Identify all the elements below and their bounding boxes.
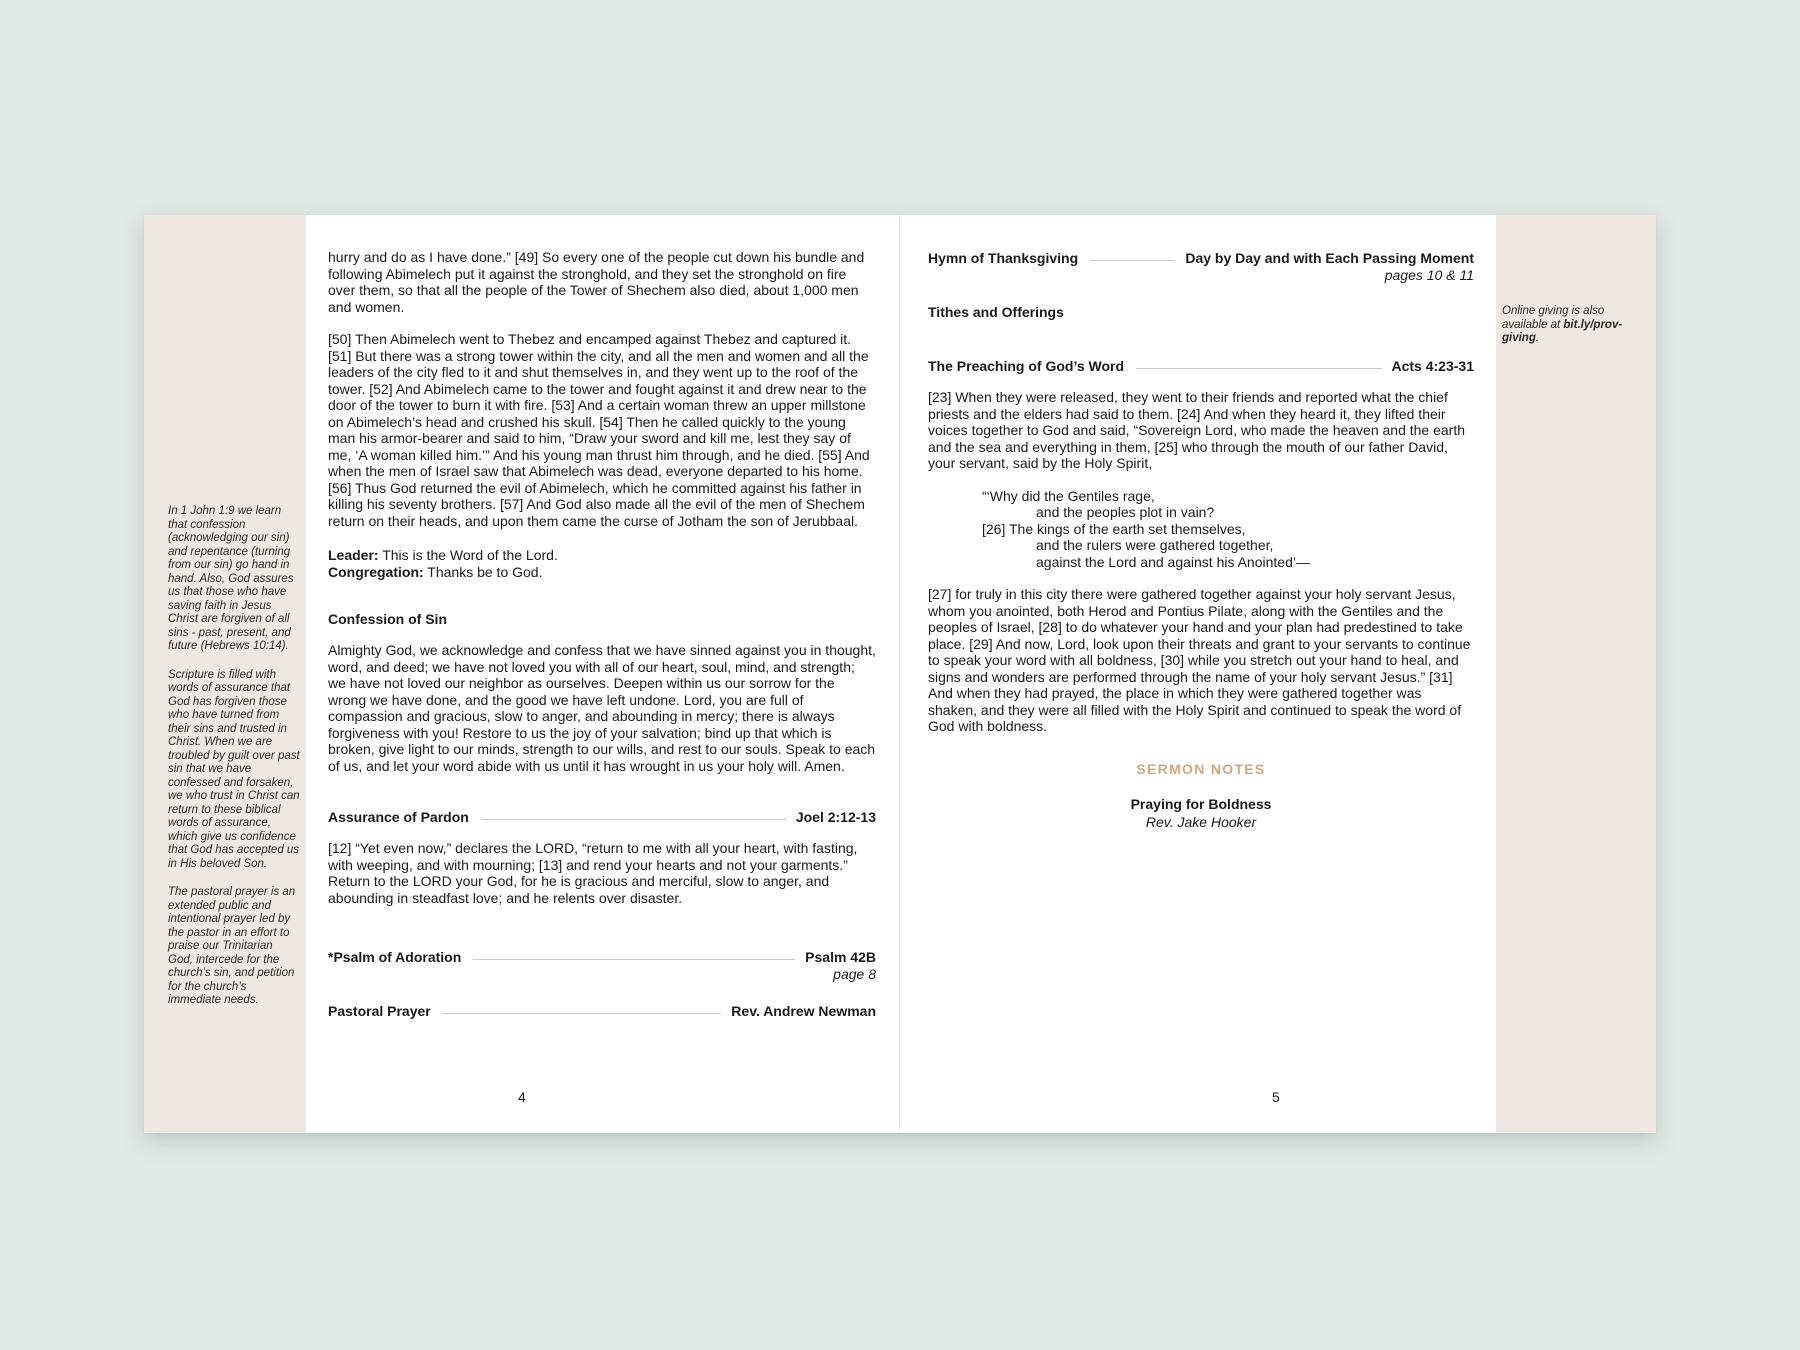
psalm-heading: *Psalm of Adoration xyxy=(328,949,462,965)
psalm-page: page 8 xyxy=(833,966,876,982)
sermon-notes-label: SERMON NOTES xyxy=(1136,760,1266,777)
psalm-heading-row xyxy=(328,948,876,966)
congregation-line: Congregation: Thanks be to God. xyxy=(328,563,543,580)
acts-paragraph-1: [23] When they were released, they went to their friends and reported what the chief priests and the elders had said to them. [24] And when they heard it, they lifted their voices together to God and said, “Sovereign Lord, who made the heaven and the earth and the sea and everything in them, [25] who through the mouth of our father David, your servant, said by the Holy Spirit, xyxy=(928,389,1466,471)
poem-line: [26] The kings of the earth set themselves, xyxy=(982,520,1246,537)
prayer-heading-row xyxy=(328,1002,876,1020)
poem-line: “‘Why did the Gentiles rage, xyxy=(982,487,1155,504)
right-margin-panel xyxy=(1496,215,1656,1133)
heading-rule xyxy=(473,959,795,960)
poem-line: and the peoples plot in vain? xyxy=(1036,504,1215,520)
center-gutter xyxy=(899,215,900,1133)
hymn-pages: pages 10 & 11 xyxy=(1384,267,1474,283)
preaching-heading: The Preaching of God’s Word xyxy=(928,358,1125,374)
sidenote-confession: In 1 John 1:9 we learn that confession (acknowledging our sin) and repentance (turning from our sin) go hand in hand. Also, God assures us that those who have saving faith in Jesus Christ are forgiven of all sins - past, present, and future (Hebrews 10:14). xyxy=(168,505,294,652)
heading-rule xyxy=(443,1013,722,1014)
pardon-heading: Assurance of Pardon xyxy=(328,809,469,825)
hymn-heading-row xyxy=(928,249,1474,267)
sermon-title: Praying for Boldness xyxy=(1130,795,1272,812)
quoted-psalm xyxy=(928,488,1474,571)
heading-rule xyxy=(1090,260,1175,261)
confession-text: Almighty God, we acknowledge and confess that we have sinned against you in thought, word, and deed; we have not loved you with all of our heart, soul, mind, and strength; we have not loved our neighbor as ourselves. Deepen within us our sorrow for the wrong we have done, and the good we have left undone. Lord, you are full of compassion and gracious, slow to anger, and abounding in mercy; there is always forgiveness with you! Restore to us the joy of your salvation; bind up that which is broken, give light to our minds, strength to our wills, and rest to our souls. Speak to each of us, and let your word abide with us until it has wrought in us your holy will. Amen. xyxy=(328,642,876,774)
poem-line: against the Lord and against his Anointed’— xyxy=(1036,553,1310,570)
pardon-text: [12] “Yet even now,” declares the LORD, “return to me with all your heart, with fasting, with weeping, and with mourning; [13] and rend your hearts and not your garments.” Return to the LORD your God, for he is gracious and merciful, slow to anger, and abounding in steadfast love; and he relents over disaster. xyxy=(328,840,858,906)
hymn-title: Day by Day and with Each Passing Moment xyxy=(1185,250,1474,266)
poem-line: and the rulers were gathered together, xyxy=(1036,537,1274,553)
scripture-paragraph-1: hurry and do as I have done.” [49] So every one of the people cut down his bundle and following Abimelech put it against the stronghold, and they set the stronghold on fire over them, so that all the people of the Tower of Shechem also died, about 1,000 men and women. xyxy=(328,249,865,315)
sidenote-pastoral-prayer: The pastoral prayer is an extended public and intentional prayer led by the pastor in an effort to praise our Trinitarian God, intercede for the church’s sin, and petition for the church’s immediate needs. xyxy=(168,886,296,1006)
pardon-reference: Joel 2:12-13 xyxy=(795,809,876,825)
giving-link[interactable]: bit.ly/prov-giving xyxy=(1502,318,1623,344)
hymn-heading: Hymn of Thanksgiving xyxy=(928,250,1079,266)
pardon-heading-row xyxy=(328,808,876,826)
sidenote-assurance: Scripture is filled with words of assurance that God has forgiven those who have turned from their sins and trusted in Christ. When we are troubled by guilt over past sin that we have confessed and forsaken, we who trust in Christ can return to these biblical words of assurance, which give us confidence that God has accepted us in His beloved Son. xyxy=(168,668,300,870)
page-number-5: 5 xyxy=(1272,1089,1280,1105)
page-5 xyxy=(928,249,1474,831)
sidenote-online-giving: Online giving is also available at bit.ly/prov-giving. xyxy=(1502,305,1623,344)
tithes-heading: Tithes and Offerings xyxy=(928,304,1064,320)
giving-text: Online giving is also available at xyxy=(1502,305,1605,331)
page-4 xyxy=(328,249,876,1020)
page-number-4: 4 xyxy=(518,1089,526,1105)
psalm-reference: Psalm 42B xyxy=(805,949,876,965)
prayer-leader: Rev. Andrew Newman xyxy=(731,1003,876,1019)
scripture-paragraph-2: [50] Then Abimelech went to Thebez and encamped against Thebez and captured it. [51] But there was a strong tower within the city, and all the men and women and all the leaders of the city fled to it and shut themselves in, and they went up to the roof of the tower. [52] And Abimelech came to the tower and fought against it and drew near to the door of the tower to burn it with fire. [53] And a certain woman threw an upper millstone on Abimelech’s head and crushed his skull. [54] Then he called quickly to the young man his armor-bearer and said to him, “Draw your sword and kill me, lest they say of me, ‘A woman killed him.’” And his young man thrust him through, and he died. [55] And when the men of Israel saw that Abimelech was dead, everyone departed to his home. [56] Thus God returned the evil of Abimelech, which he committed against his father in killing his seventy brothers. [57] And God also made all the evil of the men of Shechem return on their heads, and upon them came the curse of Jotham the son of Jerubbaal. xyxy=(328,331,870,529)
booklet-spread xyxy=(144,215,1656,1133)
preaching-reference: Acts 4:23-31 xyxy=(1391,358,1474,374)
heading-rule xyxy=(1136,368,1381,369)
prayer-heading: Pastoral Prayer xyxy=(328,1003,431,1019)
sermon-preacher: Rev. Jake Hooker xyxy=(1145,813,1257,830)
heading-rule xyxy=(481,819,786,820)
preaching-heading-row xyxy=(928,357,1474,375)
confession-heading: Confession of Sin xyxy=(328,611,447,627)
acts-paragraph-2: [27] for truly in this city there were gathered together against your holy servant Jesus, whom you anointed, both Herod and Pontius Pilate, along with the Gentiles and the peoples of Israel, [28] to do whatever your hand and your plan had predestined to take place. [29] And now, Lord, look upon their threats and grant to your servants to continue to speak your word with all boldness, [30] while you stretch out your hand to heal, and signs and wonders are performed through the name of your holy servant Jesus.” [31] And when they had prayed, the place in which they were gathered together was shaken, and they were all filled with the Holy Spirit and continued to speak the word of God with boldness. xyxy=(928,586,1471,734)
leader-line: Leader: This is the Word of the Lord. xyxy=(328,547,558,563)
left-sidenotes xyxy=(168,505,300,1023)
